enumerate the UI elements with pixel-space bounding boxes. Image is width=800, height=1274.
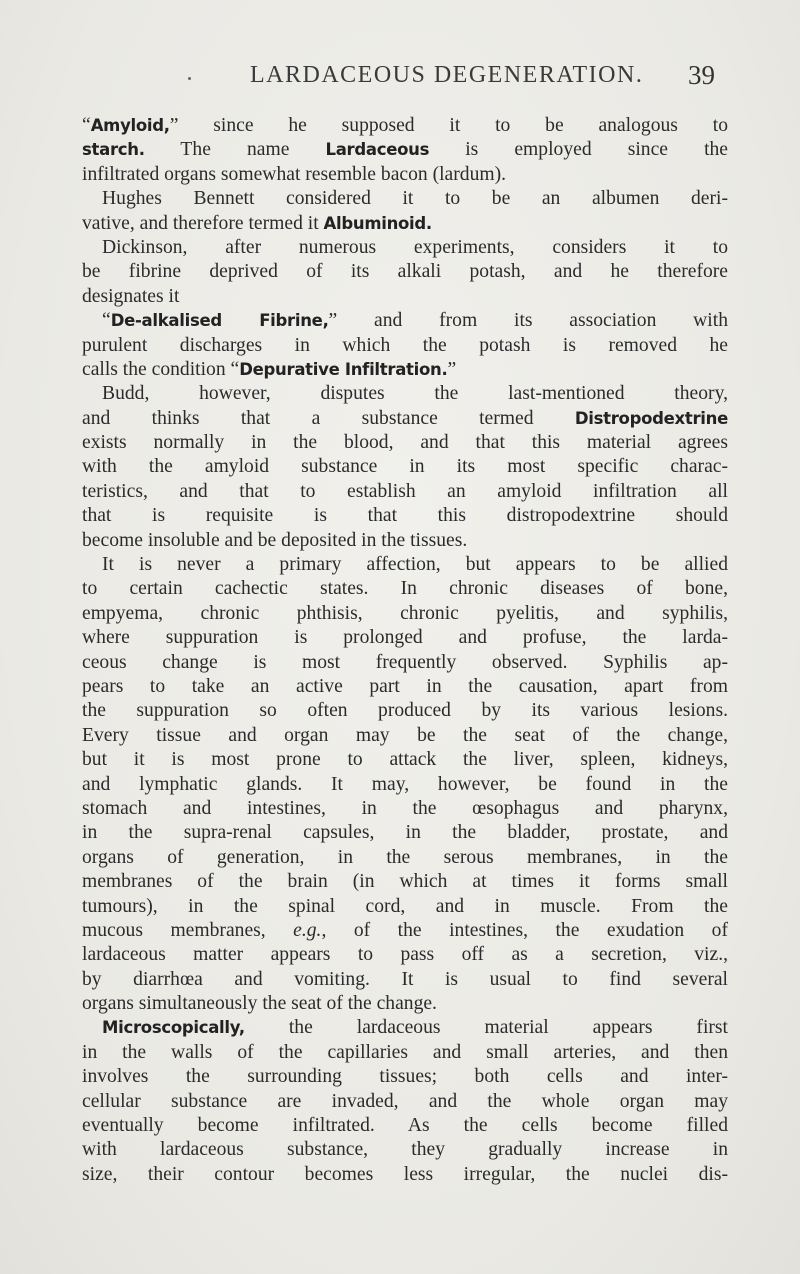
text-segment: ” since he supposed it to be analogous to xyxy=(169,115,728,136)
bold-term: starch. xyxy=(82,140,145,160)
text-segment: the suppuration so often produced by its various lesions. xyxy=(82,700,728,722)
text-line xyxy=(82,968,728,992)
running-title: LARDACEOUS DEGENERATION. xyxy=(250,62,644,88)
text-line xyxy=(82,992,728,1016)
bold-term: Amyloid, xyxy=(90,116,170,135)
text-line xyxy=(82,1090,728,1114)
text-segment: exists normally in the blood, and that this material agrees xyxy=(82,432,728,454)
text-segment: ceous change is most frequently observed. Syphilis ap- xyxy=(82,651,728,673)
text-segment: The name xyxy=(144,139,326,161)
text-line xyxy=(82,602,728,626)
text-line xyxy=(82,504,728,528)
bold-term: Distropodextrine xyxy=(574,408,728,428)
text-line xyxy=(82,919,728,943)
text-line xyxy=(82,675,728,699)
text-line xyxy=(82,260,728,284)
bold-term: Microscopically, xyxy=(102,1018,245,1038)
text-line xyxy=(82,1065,728,1089)
text-line xyxy=(82,748,728,772)
text-segment: in the walls of the capillaries and small arteries, and then xyxy=(82,1041,728,1063)
text-segment: to certain cachectic states. In chronic diseases of bone, xyxy=(82,578,728,600)
text-line xyxy=(82,773,728,797)
text-line xyxy=(82,724,728,748)
text-segment: by diarrhœa and vomiting. It is usual to find several xyxy=(82,968,728,990)
bold-term: Albuminoid. xyxy=(323,213,432,233)
text-segment: be fibrine deprived of its alkali potash, and he therefore xyxy=(82,261,728,283)
text-segment: teristics, and that to establish an amyloid infiltration all xyxy=(82,480,728,502)
text-line xyxy=(82,212,728,236)
text-line xyxy=(82,1138,728,1162)
text-segment: eventually become infiltrated. As the cells become filled xyxy=(82,1115,728,1137)
text-line xyxy=(82,943,728,967)
text-segment: where suppuration is prolonged and profuse, the larda- xyxy=(82,627,728,649)
text-segment: cellular substance are invaded, and the whole organ may xyxy=(82,1090,728,1112)
text-line xyxy=(82,699,728,723)
text-line xyxy=(82,895,728,919)
text-segment: the lardaceous material appears first xyxy=(244,1017,728,1039)
text-line xyxy=(82,626,728,650)
text-segment: tumours), in the spinal cord, and in muscle. From the xyxy=(82,895,728,917)
text-segment: infiltrated organs somewhat resemble bacon (lardum). xyxy=(82,163,507,185)
text-segment: and thinks that a substance termed xyxy=(82,407,575,429)
text-line xyxy=(82,821,728,845)
text-segment: pears to take an active part in the causation, apart from xyxy=(82,675,728,697)
text-line xyxy=(82,382,728,406)
text-line xyxy=(82,187,728,211)
text-line xyxy=(82,1041,728,1065)
text-line xyxy=(82,577,728,601)
text-segment: Budd, however, disputes the last-mentioned theory, xyxy=(102,383,728,405)
text-line xyxy=(82,285,728,309)
text-line xyxy=(82,870,728,894)
text-segment: “ xyxy=(82,115,91,136)
text-line xyxy=(82,797,728,821)
text-segment: is employed since the xyxy=(429,139,729,161)
body-text xyxy=(82,114,728,1187)
text-segment: calls the condition “ xyxy=(82,358,240,380)
text-line xyxy=(82,529,728,553)
text-line xyxy=(82,553,728,577)
text-segment: e.g. xyxy=(293,919,322,941)
text-line xyxy=(82,236,728,260)
text-segment: stomach and intestines, in the œsophagus and pharynx, xyxy=(82,797,728,819)
page-header xyxy=(0,62,800,96)
text-line xyxy=(82,431,728,455)
text-segment: become insoluble and be deposited in the tissues. xyxy=(82,529,468,551)
text-line xyxy=(82,846,728,870)
bold-term: De-alkalised Fibrine, xyxy=(110,311,329,331)
text-segment: empyema, chronic phthisis, chronic pyelitis, and syphilis, xyxy=(82,602,728,624)
text-segment: in the supra-renal capsules, in the bladder, prostate, and xyxy=(82,822,728,844)
text-line xyxy=(82,138,728,162)
text-segment: that is requisite is that this distropodextrine should xyxy=(82,505,728,527)
text-segment: ” and from its association with xyxy=(328,310,728,332)
text-segment: involves the surrounding tissues; both cells and inter- xyxy=(82,1066,728,1088)
text-segment: ” xyxy=(447,358,457,380)
text-line xyxy=(82,1016,728,1040)
text-segment: membranes of the brain (in which at times it forms small xyxy=(82,871,728,893)
text-line xyxy=(82,480,728,504)
bold-term: Lardaceous xyxy=(325,140,430,160)
text-line xyxy=(82,163,728,187)
text-segment: “ xyxy=(102,310,111,332)
text-segment: but it is most prone to attack the liver, spleen, kidneys, xyxy=(82,749,728,771)
text-line xyxy=(82,309,728,333)
bold-term: Depurative Infiltration. xyxy=(239,359,448,379)
text-segment: designates it xyxy=(82,285,180,307)
text-line xyxy=(82,358,728,382)
text-segment: Dickinson, after numerous experiments, considers it to xyxy=(102,236,728,258)
text-segment: , of the intestines, the exudation of xyxy=(321,919,728,941)
text-segment: with the amyloid substance in its most specific charac- xyxy=(82,456,728,478)
text-segment: purulent discharges in which the potash is removed he xyxy=(82,334,728,356)
text-line xyxy=(82,455,728,479)
print-speck xyxy=(188,77,191,80)
page-number: 39 xyxy=(688,60,715,90)
text-line xyxy=(82,1114,728,1138)
text-segment: and lymphatic glands. It may, however, be found in the xyxy=(82,773,728,795)
text-segment: organs simultaneously the seat of the change. xyxy=(82,993,437,1015)
text-line xyxy=(82,407,728,431)
text-segment: It is never a primary affection, but appears to be allied xyxy=(102,554,728,576)
text-segment: mucous membranes, xyxy=(82,919,294,941)
text-line xyxy=(82,334,728,358)
text-segment: lardaceous matter appears to pass off as a secretion, viz., xyxy=(82,944,728,966)
text-segment: with lardaceous substance, they gradually increase in xyxy=(82,1139,728,1161)
text-segment: organs of generation, in the serous membranes, in the xyxy=(82,846,728,868)
text-segment: vative, and therefore termed it xyxy=(82,212,324,234)
text-line xyxy=(82,1163,728,1187)
text-segment: Hughes Bennett considered it to be an albumen deri- xyxy=(102,188,728,210)
text-segment: Every tissue and organ may be the seat of the change, xyxy=(82,724,728,746)
text-line xyxy=(82,651,728,675)
text-segment: size, their contour becomes less irregular, the nuclei dis- xyxy=(82,1163,728,1185)
text-line xyxy=(82,114,728,138)
